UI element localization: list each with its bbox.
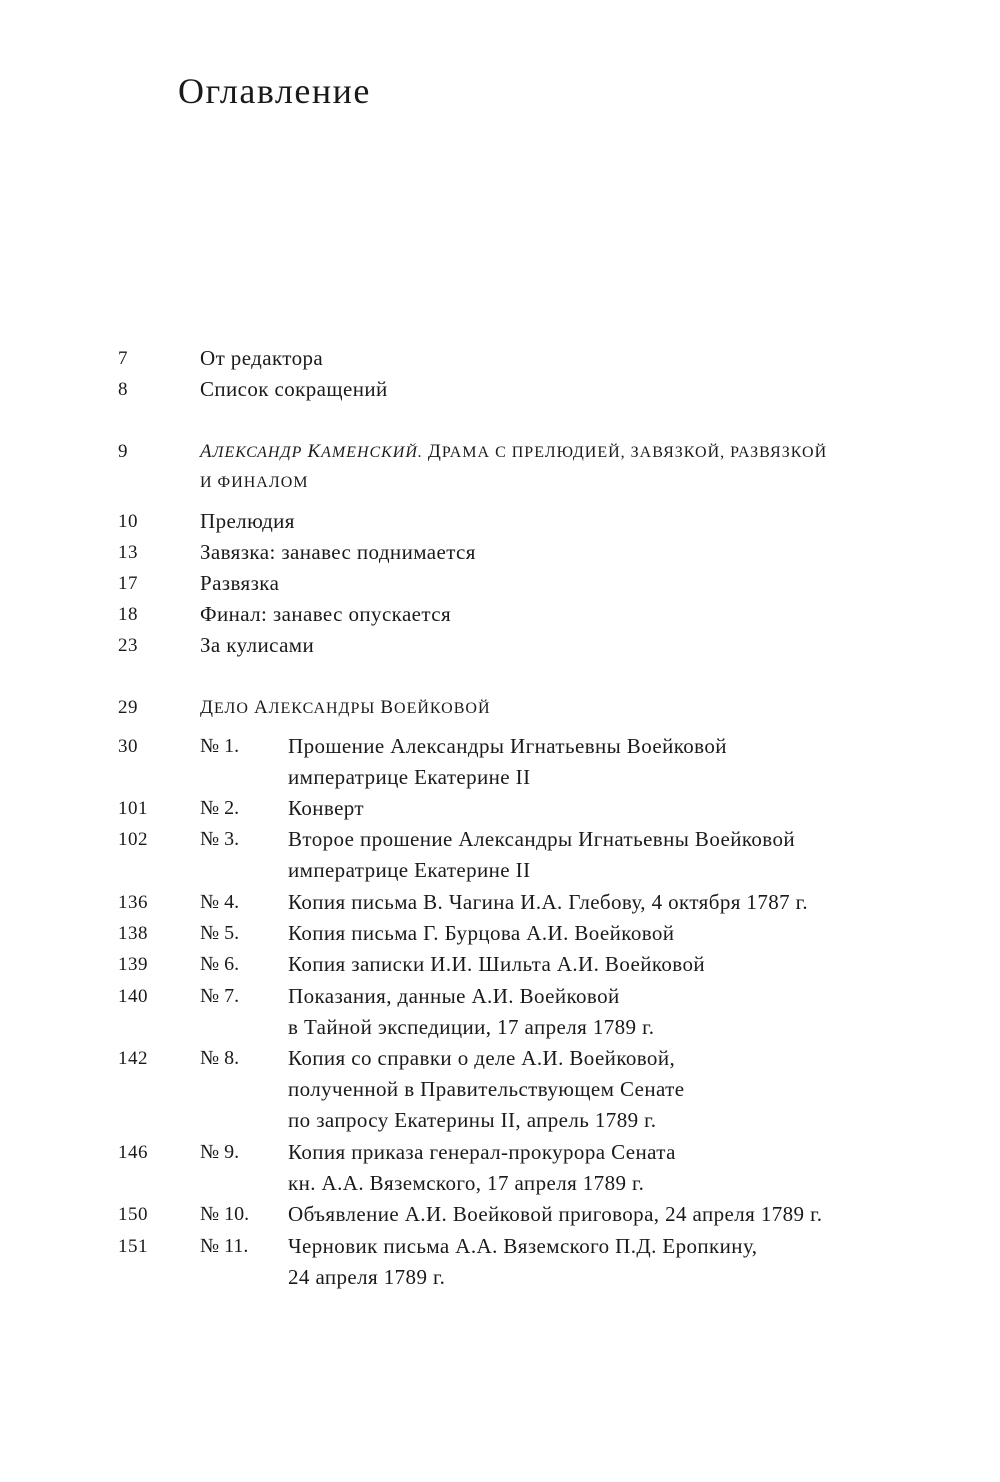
page-number: 138 (118, 923, 148, 944)
page-number: 13 (118, 542, 138, 563)
document-title: Объявление А.И. Воейковой приговора, 24 апреля 1789 г. (288, 1202, 823, 1226)
document-entry-continuation (118, 1262, 978, 1293)
page-number: 10 (118, 511, 138, 532)
toc-entry-abbreviations[interactable] (118, 374, 978, 405)
document-title: 24 апреля 1789 г. (288, 1265, 446, 1289)
heading-word: ЛЕКСАНДР (212, 444, 303, 461)
document-title: Копия записки И.И. Шильта А.И. Воейковой (288, 952, 705, 976)
page-number: 102 (118, 829, 148, 850)
page-number: 151 (118, 1236, 148, 1257)
page-number: 7 (118, 348, 128, 369)
heading-initial: А (253, 697, 269, 718)
toc-entry[interactable] (118, 568, 978, 599)
document-entry-continuation (118, 1168, 978, 1199)
document-title: Копия со справки о деле А.И. Воейковой, (288, 1046, 676, 1070)
toc-entry-editor[interactable] (118, 343, 978, 374)
document-entry-continuation (118, 1074, 978, 1105)
page-number: 8 (118, 379, 128, 400)
document-title: Копия письма В. Чагина И.А. Глебову, 4 октября 1787 г. (288, 890, 808, 914)
document-number: № 3. (200, 828, 240, 850)
page-number: 150 (118, 1204, 148, 1225)
heading-word: ЕЛО (213, 700, 254, 717)
section-heading-case[interactable] (118, 692, 978, 723)
page-number: 30 (118, 736, 138, 757)
document-title: императрице Екатерине II (288, 765, 531, 789)
document-entry[interactable] (118, 918, 978, 949)
page-number: 9 (118, 441, 128, 462)
heading-word: ОЕЙКОВОЙ (394, 700, 491, 717)
document-number: № 1. (200, 735, 240, 757)
heading-word: РАМА С ПРЕЛЮДИЕЙ, ЗАВЯЗКОЙ, РАЗВЯЗКОЙ (441, 444, 828, 461)
document-entry-continuation (118, 762, 978, 793)
section-heading-text (200, 436, 827, 468)
page-number: 101 (118, 798, 148, 819)
document-entry[interactable] (118, 1137, 978, 1168)
document-title: Прошение Александры Игнатьевны Воейковой (288, 734, 727, 758)
document-title: по запросу Екатерины II, апрель 1789 г. (288, 1108, 657, 1132)
page-number: 140 (118, 986, 148, 1007)
heading-word: АМЕНСКИЙ. (321, 444, 423, 461)
document-entry[interactable] (118, 731, 978, 762)
toc-entry[interactable] (118, 506, 978, 537)
toc-entry[interactable] (118, 599, 978, 630)
page-title: Оглавление (178, 71, 371, 111)
document-title: Копия приказа генерал-прокурора Сената (288, 1140, 676, 1164)
document-entry[interactable] (118, 887, 978, 918)
heading-initial: Д (200, 697, 214, 718)
page-number: 139 (118, 954, 148, 975)
page-number: 29 (118, 697, 138, 718)
document-number: № 6. (200, 953, 240, 975)
document-entry[interactable] (118, 1043, 978, 1074)
page-number: 18 (118, 604, 138, 625)
page-number: 142 (118, 1048, 148, 1069)
entry-title: Финал: занавес опускается (200, 602, 452, 626)
heading-initial: Д (427, 441, 442, 462)
document-title: императрице Екатерине II (288, 858, 531, 882)
heading-initial: В (380, 697, 395, 718)
document-title: Конверт (288, 796, 365, 820)
document-number: № 11. (200, 1235, 249, 1257)
toc-entry[interactable] (118, 537, 978, 568)
document-entry-continuation (118, 1012, 978, 1043)
document-number: № 5. (200, 922, 240, 944)
section-heading-text (200, 692, 491, 724)
section-heading-drama-line2 (118, 467, 978, 498)
document-title: в Тайной экспедиции, 17 апреля 1789 г. (288, 1015, 655, 1039)
document-number: № 7. (200, 985, 240, 1007)
page-number: 136 (118, 892, 148, 913)
section-heading-drama[interactable] (118, 436, 978, 467)
document-title: Копия письма Г. Бурцова А.И. Воейковой (288, 921, 675, 945)
table-of-contents (118, 0, 978, 1482)
document-title: кн. А.А. Вяземского, 17 апреля 1789 г. (288, 1171, 645, 1195)
document-entry[interactable] (118, 981, 978, 1012)
page-number: 17 (118, 573, 138, 594)
document-title: полученной в Правительствующем Сенате (288, 1077, 685, 1101)
document-entry[interactable] (118, 793, 978, 824)
document-number: № 2. (200, 797, 240, 819)
entry-title: За кулисами (200, 633, 315, 657)
page-number: 23 (118, 635, 138, 656)
document-number: № 4. (200, 891, 240, 913)
entry-title: Завязка: занавес поднимается (200, 540, 476, 564)
document-entry[interactable] (118, 824, 978, 855)
document-entry[interactable] (118, 949, 978, 980)
entry-title: Прелюдия (200, 509, 295, 533)
entry-title: Список сокращений (200, 377, 388, 401)
heading-initial: А (200, 441, 213, 462)
entry-title: Развязка (200, 571, 280, 595)
document-entry[interactable] (118, 1231, 978, 1262)
document-entry[interactable] (118, 1199, 978, 1230)
document-number: № 8. (200, 1047, 240, 1069)
document-title: Черновик письма А.А. Вяземского П.Д. Еропкину, (288, 1234, 758, 1258)
toc-entry[interactable] (118, 630, 978, 661)
entry-title: От редактора (200, 346, 324, 370)
document-number: № 9. (200, 1141, 240, 1163)
document-title: Показания, данные А.И. Воейковой (288, 984, 620, 1008)
document-title: Второе прошение Александры Игнатьевны Воейковой (288, 827, 795, 851)
document-entry-continuation (118, 1105, 978, 1136)
section-heading-text: И ФИНАЛОМ (200, 474, 309, 491)
page-number: 146 (118, 1142, 148, 1163)
document-entry-continuation (118, 855, 978, 886)
heading-word: ЛЕКСАНДРЫ (268, 700, 381, 717)
heading-initial: К (307, 441, 322, 462)
document-number: № 10. (200, 1203, 250, 1225)
